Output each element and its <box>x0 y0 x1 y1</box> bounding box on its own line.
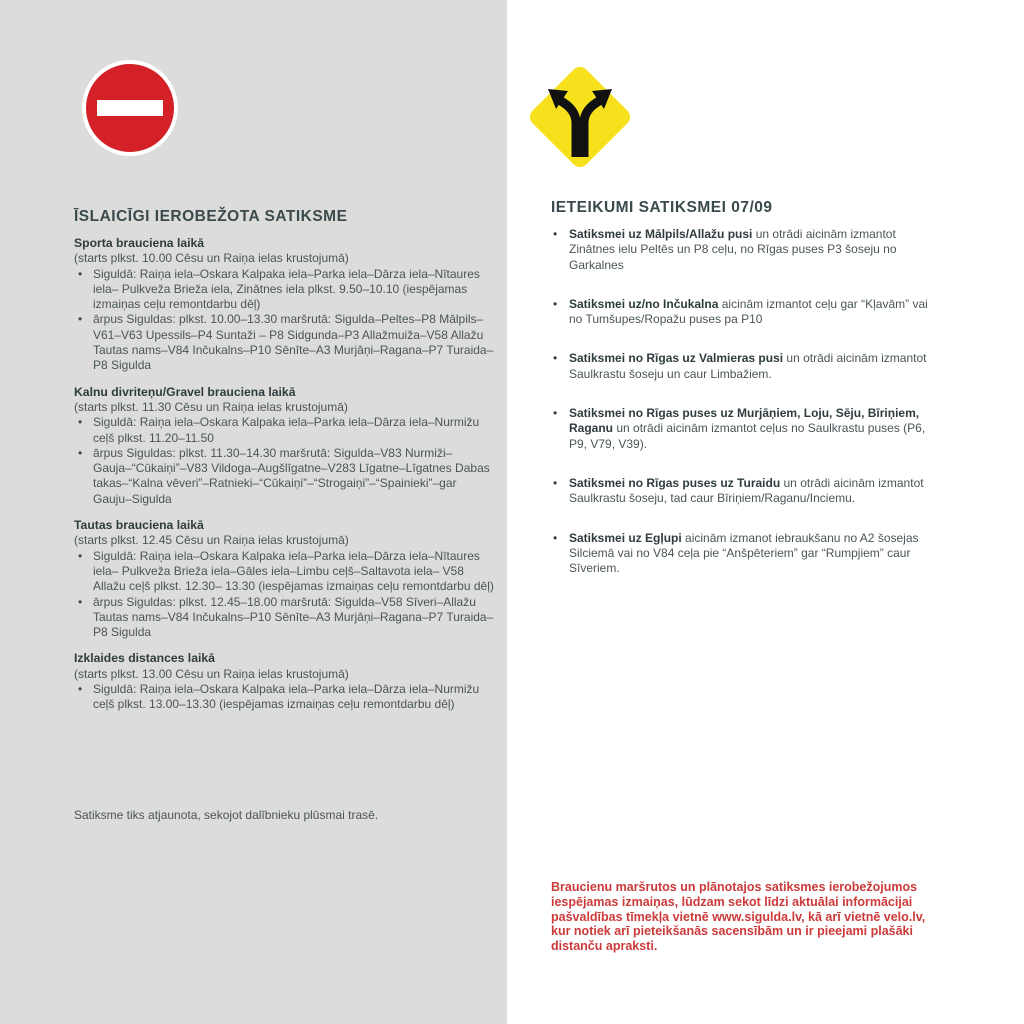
section-sport <box>74 236 494 374</box>
restriction-heading: ĪSLAICĪGI IEROBEŽOTA SATIKSME <box>74 208 348 225</box>
section-izklaides <box>74 651 494 712</box>
recommendation-lead: Satiksmei no Rīgas puses uz Murjāņiem, Loju, Sēju, Bīriņiem, Raganu <box>569 406 920 436</box>
list-item: • Siguldā: Raiņa iela–Oskara Kalpaka iela–Parka iela–Dārza iela–Nurmižu ceļš plkst. 13.00–13.30 (iespējamas izmaiņas ceļu remontdarbu dēļ) <box>74 682 494 713</box>
restoration-note: Satiksme tiks atjaunota, sekojot dalībnieku plūsmai trasē. <box>74 808 379 822</box>
list-item: • ārpus Siguldas: plkst. 10.00–13.30 maršrutā: Sigulda–Peltes–P8 Mālpils–V61–V63 Upessils–P4 Suntaži – P8 Sidgunda–P3 Allažmuiža–V58 Allažu Tautas nams–V84 Inčukalns–P10 Sēnīte–A3 Murjāņi–Ragana–P7 Turaida–P8 Sigulda <box>74 312 494 373</box>
list-item <box>551 227 931 273</box>
recommendation-text: un otrādi aicinām izmantot ceļus no Saulkrastu puses (P6, P9, V79, V39). <box>569 421 926 451</box>
section-start-time: (starts plkst. 11.30 Cēsu un Raiņa ielas krustojumā) <box>74 399 348 414</box>
list-item <box>551 297 931 328</box>
list-item: • ārpus Siguldas: plkst. 12.45–18.00 maršrutā: Sigulda–V58 Sīveri–Allažu Tautas nams–V84 Inčukalns–P10 Sēnīte–A3 Murjāņi–Ragana–P7 Turaida–P8 Sigulda <box>74 595 494 641</box>
list-item <box>551 351 931 382</box>
route-list <box>74 682 494 713</box>
list-item <box>551 531 931 577</box>
recommendation-text: un otrādi aicinām izmantot Saulkrastu šoseju, tad caur Bīriņiem/Raganu/Inciemu. <box>569 475 924 506</box>
section-title: Kalnu divriteņu/Gravel brauciena laikā <box>74 384 296 399</box>
recommendations-list <box>551 227 931 600</box>
section-title: Izklaides distances laikā <box>74 651 215 666</box>
recommendation-text: aicinām izmanot iebraukšanu no A2 šosejas Silciemā vai no V84 ceļa pie “Anšpēteriem” gar “Rumpjiem” caur Sīveriem. <box>569 530 919 576</box>
info-notice: Braucienu maršrutos un plānotajos satiksmes ierobežojumos iespējamas izmaiņas, lūdzam sekot līdzi aktuālai informācijai pašvaldības tīmekļa vietnē www.sigulda.lv, kā arī vietnē velo.lv, kur notiek arī pieteikšanās sacensībām un ir pieejami plašāki distanču apraksti. <box>551 880 926 954</box>
recommendation-lead: Satiksmei uz Mālpils/Allažu pusi <box>569 227 753 241</box>
section-tautas <box>74 518 494 640</box>
section-start-time: (starts plkst. 10.00 Cēsu un Raiņa ielas krustojumā) <box>74 251 349 266</box>
list-item: • Siguldā: Raiņa iela–Oskara Kalpaka iela–Parka iela–Dārza iela–Nurmižu ceļš plkst. 11.20–11.50 <box>74 415 494 446</box>
section-title: Tautas brauciena laikā <box>74 518 204 533</box>
route-list <box>74 549 494 641</box>
restriction-list <box>74 236 494 724</box>
list-item: • Siguldā: Raiņa iela–Oskara Kalpaka iela–Parka iela–Dārza iela–Nītaures iela– Pulkveža Brieža iela, Zinātnes iela plkst. 9.50–10.10 (iespējamas izmaiņas ceļu remontdarbu dēļ) <box>74 267 494 313</box>
fork-road-icon <box>520 57 640 177</box>
section-mtb-gravel <box>74 385 494 507</box>
section-title: Sporta brauciena laikā <box>74 236 205 250</box>
recommendation-text: un otrādi aicinām izmantot Saulkrastu šoseju un caur Limbažiem. <box>569 351 927 381</box>
section-start-time: (starts plkst. 13.00 Cēsu un Raiņa ielas krustojumā) <box>74 666 349 681</box>
recommendation-lead: Satiksmei no Rīgas uz Valmieras pusi <box>569 351 784 366</box>
list-item <box>551 406 931 452</box>
recommendation-text: aicinām izmantot ceļu gar “Kļavām” vai no Tumšupes/Ropažu puses pa P10 <box>569 296 928 327</box>
section-start-time: (starts plkst. 12.45 Cēsu un Raiņa ielas krustojumā) <box>74 533 349 548</box>
list-item: • ārpus Siguldas: plkst. 11.30–14.30 maršrutā: Sigulda–V83 Nurmiži–Gauja–“Cūkaiņi”–V83 Vildoga–Augšlīgatne–V283 Līgatne–Līgatnes Dabas takas–“Kalna vēveri”–Ratnieki–“Cūkaiņi”–“Strogaiņi”–“Spainieki”–gar Gauju–Sigulda <box>74 446 494 507</box>
recommendation-lead: Satiksmei uz/no Inčukalna <box>569 296 719 311</box>
recommendation-text: un otrādi aicinām izmantot Zinātnes ielu Peltēs un P8 ceļu, no Rīgas puses P3 šoseju no Garkalnes <box>569 227 897 272</box>
route-list <box>74 415 494 507</box>
recommendation-lead: Satiksmei no Rīgas puses uz Turaidu <box>569 475 781 490</box>
list-item <box>551 476 931 507</box>
recommendation-lead: Satiksmei uz Egļupi <box>569 530 682 545</box>
no-entry-icon <box>80 58 180 158</box>
recommendations-heading: IETEIKUMI SATIKSMEI 07/09 <box>551 199 773 216</box>
list-item: • Siguldā: Raiņa iela–Oskara Kalpaka iela–Parka iela–Dārza iela–Nītaures iela– Pulkveža Brieža iela–Gāles iela–Limbu ceļš–Saltavota iela– V58 Allažu ceļš plkst. 12.30– 13.30 (iespējamas izmaiņas ceļu remontdarbu dēļ) <box>74 549 494 595</box>
route-list <box>74 267 494 374</box>
